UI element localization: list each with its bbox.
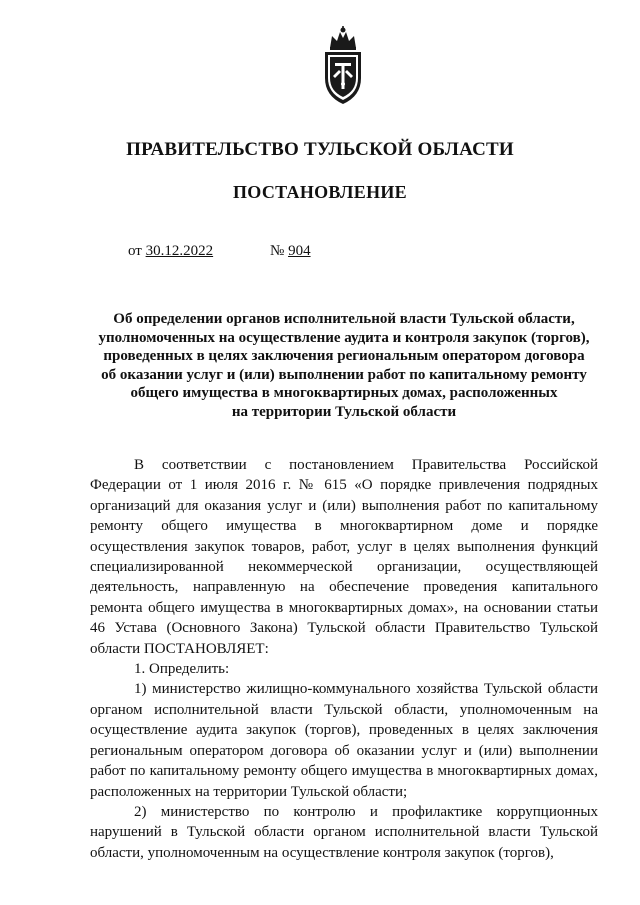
subject-line: Об определении органов исполнительной власти Тульской области, bbox=[113, 311, 575, 327]
document-number bbox=[270, 243, 311, 260]
subject-line: об оказании услуг и (или) выполнении работ по капитальному ремонту bbox=[101, 366, 587, 383]
document-type: ПОСТАНОВЛЕНИЕ bbox=[233, 182, 407, 202]
subject-line: общего имущества в многоквартирных домах, расположенных bbox=[130, 385, 558, 401]
coat-of-arms-icon bbox=[318, 26, 368, 110]
number-value: 904 bbox=[288, 243, 311, 259]
date-prefix: от bbox=[128, 243, 142, 259]
document-subject bbox=[88, 310, 600, 421]
subject-line: проведенных в целях заключения региональным оператором договора bbox=[103, 348, 585, 364]
document-date bbox=[128, 243, 213, 260]
number-prefix: № bbox=[270, 243, 285, 259]
document-body bbox=[90, 455, 598, 863]
body-paragraph: 2) министерство по контролю и профилактике коррупционных нарушений в Тульской области органом исполнительной власти Тульской области, уполномоченным на осуществление контроля закупок (торгов), bbox=[90, 803, 598, 861]
body-paragraph: 1) министерство жилищно-коммунального хозяйства Тульской области органом исполнительной власти Тульской области, уполномоченным на осуществление аудита закупок (торгов), проведенных в целях заключения региональным оператором договора об оказании услуг и (или) выполнении работ по капитальному ремонту общего имущества в многоквартирных домах, расположенных на территории Тульской области; bbox=[90, 681, 598, 800]
subject-line: уполномоченных на осуществление аудита и контроля закупок (торгов), bbox=[98, 329, 590, 346]
subject-line: на территории Тульской области bbox=[231, 403, 457, 420]
body-paragraph: 1. Определить: bbox=[134, 661, 230, 678]
date-value: 30.12.2022 bbox=[145, 243, 214, 259]
body-paragraph: В соответствии с постановлением Правительства Российской Федерации от 1 июля 2016 г. № 615 «О порядке привлечения подрядных организаций для оказания услуг и (или) выполнения работ по капитальному ремонту общего имущества в многоквартирном доме и порядке осуществления закупок товаров, работ, услуг в целях выполнения функций специализированной некоммерческой организации, осуществляющей деятельность, направленную на обеспечение проведения капитального ремонта общего имущества в многоквартирных домах», на основании статьи 46 Устава (Основного Закона) Тульской области Правительство Тульской области ПОСТАНОВЛЯЕТ: bbox=[90, 457, 598, 657]
organization-title: ПРАВИТЕЛЬСТВО ТУЛЬСКОЙ ОБЛАСТИ bbox=[126, 139, 514, 160]
